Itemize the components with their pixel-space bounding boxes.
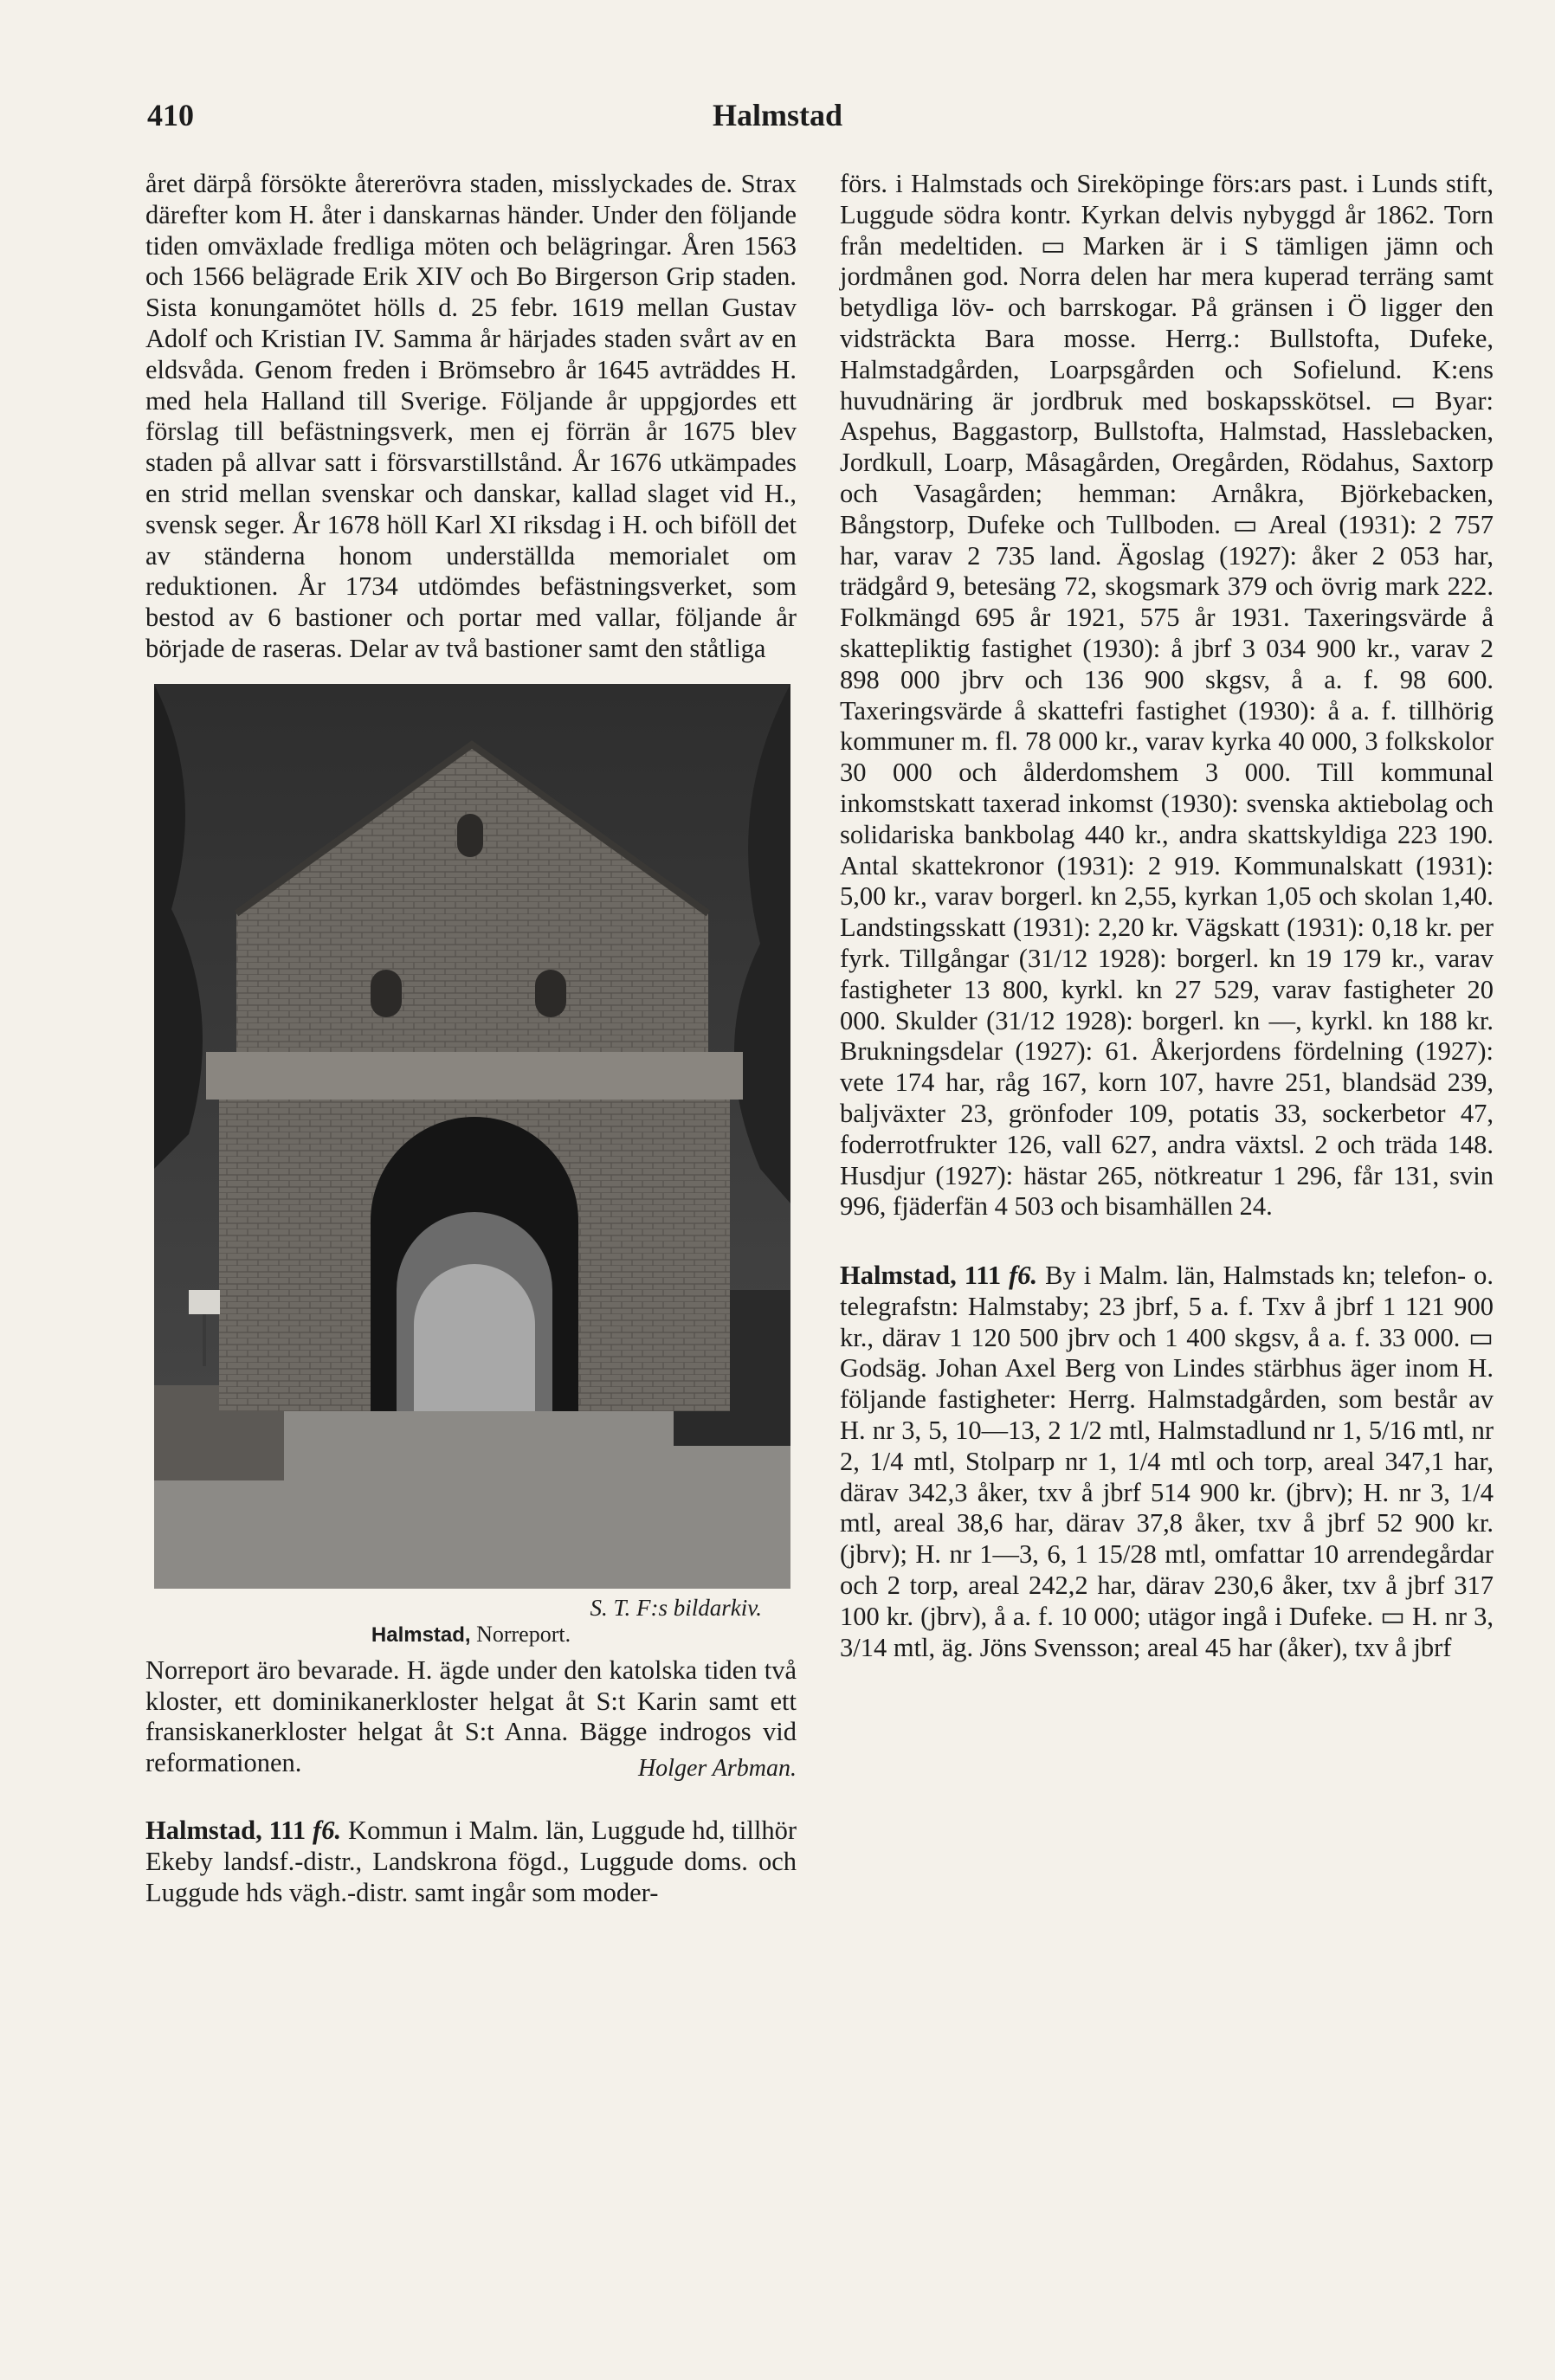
author-signature: Holger Arbman. — [637, 1755, 797, 1783]
entry-by-code: f6. — [1009, 1261, 1038, 1291]
norreport-paragraph — [145, 1654, 797, 1783]
running-head: Halmstad — [712, 98, 842, 132]
entry-kommun — [145, 1816, 797, 1908]
entry-kommun-head: Halmstad, 111 — [145, 1815, 313, 1845]
right-column — [840, 169, 1494, 1663]
kommun-statistics-paragraph: förs. i Halmstads och Sireköpinge förs:ars past. i Lunds stift, Luggude södra kontr. Kyrkan delvis nybyggd år 1862. Torn från medeltiden. ▭ Marken är i S tämligen jämn och jordmånen god. Norra delen har mera kuperad terräng samt betydliga löv- och barrskogar. På gränsen i Ö ligger den vidsträckta Bara mosse. Herrg.: Bullstofta, Dufeke, Halmstadgården, Loarpsgården och Sofielund. K:ens huvudnäring är jordbruk med boskapsskötsel. ▭ Byar: Aspehus, Baggastorp, Bullstofta, Halmstad, Hasslebacken, Jordkull, Loarp, Måsagården, Oregården, Rödahus, Saxtorp och Vasagården; hemman: Arnåkra, Björkebacken, Bångstorp, Dufeke och Tullboden. ▭ Areal (1931): 2 757 har, varav 2 735 land. Ägoslag (1927): åker 2 053 har, trädgård 9, betesäng 72, skogsmark 379 och övrig mark 222. Folkmängd 695 år 1921, 575 år 1931. Taxeringsvärde å skattepliktig fastighet (1930): å jbrf 3 034 900 kr., varav 2 898 000 jbrv och 136 900 skgsv, å a. f. 98 600. Taxeringsvärde å skattefri fastighet (1930): å a. f. tillhörig kommuner m. fl. 78 000 kr., varav kyrka 40 000, 3 folkskolor 30 000 och ålderdomshem 3 000. Till kommunal inkomstskatt taxerad inkomst (1930): svenska aktiebolag och solidariska bankbolag 440 kr., andra skattskyldiga 223 190. Antal skattekronor (1931): 2 919. Kommunalskatt (1931): 5,00 kr., varav borgerl. kn 2,55, kyrkan 1,05 och skolan 1,40. Landstingsskatt (1931): 2,20 kr. Vägskatt (1931): 0,18 kr. per fyrk. Tillgångar (31/12 1928): borgerl. kn 19 179 kr., varav fastigheter 13 800, kyrkl. kn 27 529, varav fastigheter 20 000. Skulder (31/12 1928): borgerl. kn —, kyrkl. kn 188 kr. Brukningsdelar (1927): 61. Åkerjordens fördelning (1927): vete 174 har, råg 167, korn 107, havre 251, blandsäd 239, baljväxter 23, grönfoder 109, potatis 33, sockerbetor 47, foderrotfrukter 126, vall 627, andra växtsl. 2 och träda 148. Husdjur (1927): hästar 265, nötkreatur 1 296, får 131, svin 996, fjäderfän 4 503 och bisamhällen 24. — [840, 169, 1494, 1222]
norreport-text: Norreport äro bevarade. H. ägde under den katolska tiden två kloster, ett dominikanerkloster helgat åt S:t Karin samt ett fransiskanerkloster helgat åt S:t Anna. Bägge indrogos vid reformationen. — [145, 1654, 797, 1778]
entry-kommun-text: Kommun i Malm. län, Luggude hd, tillhör Ekeby landsf.-distr., Landskrona fögd., Luggude doms. och Luggude hds vägh.-distr. samt ingår som moder- — [145, 1815, 797, 1907]
photo-caption — [145, 1622, 797, 1648]
entry-by-head: Halmstad, 111 — [840, 1261, 1010, 1291]
entry-by-text: By i Malm. län, Halmstads kn; telefon- o. telegrafstn: Halmstaby; 23 jbrf, 5 a. f. Txv å jbrf 1 121 900 kr., därav 1 120 500 jbrv och 1 400 skgsv, å a. f. 33 000. ▭ Godsäg. Johan Axel Berg von Lindes stärbhus äger inom H. följande fastigheter: Herrg. Halmstadgården, som består av H. nr 3, 5, 10—13, 2 1/2 mtl, Halmstadlund nr 1, 5/16 mtl, nr 2, 1/4 mtl, Stolparp nr 1, 1/4 mtl och torp, areal 347,1 har, därav 342,3 åker, txv å jbrf 514 900 kr. (jbrv); H. nr 3, 1/4 mtl, areal 38,6 har, därav 37,8 åker, txv å jbrf 52 900 kr. (jbrv); H. nr 1—3, 6, 1 15/28 mtl, omfattar 10 arrendegårdar och 2 torp, areal 242,2 har, därav 230,6 åker, txv å jbrf 317 100 kr. (jbrv), å a. f. 10 000; utägor ingå i Dufeke. ▭ H. nr 3, 3/14 mtl, äg. Jöns Svensson; areal 45 har (åker), txv å jbrf — [840, 1261, 1494, 1662]
caption-place: Halmstad, — [371, 1622, 471, 1647]
left-column — [145, 169, 797, 1908]
page-number: 410 — [147, 98, 194, 132]
photo-credit: S. T. F:s bildarkiv. — [590, 1594, 762, 1621]
norreport-photo — [154, 684, 790, 1589]
history-paragraph: året därpå försökte återerövra staden, misslyckades de. Strax därefter kom H. åter i danskarnas händer. Under den följande tiden omväxlade fredliga möten och belägringar. Åren 1563 och 1566 belägrade Erik XIV och Bo Birgerson Grip staden. Sista konungamötet hölls d. 25 febr. 1619 mellan Gustav Adolf och Kristian IV. Samma år härjades staden svårt av en eldsvåda. Genom freden i Brömsebro år 1645 avträddes H. med hela Halland till Sverige. Följande år uppgjordes ett förslag till befästningsverk, men ej förrän år 1675 blev staden på allvar satt i försvarstillstånd. År 1676 utkämpades en strid mellan svenskar och danskar, kallad slaget vid H., svensk seger. År 1678 höll Karl XI riksdag i H. och biföll det av ständerna honom underställda memorialet om reduktionen. År 1734 utdömdes befästningsverket, som bestod av 6 bastioner och portar med vallar, följande år började de raseras. Delar av två bastioner samt den ståtliga — [145, 169, 797, 663]
entry-kommun-code: f6. — [313, 1815, 342, 1845]
caption-subject: Norreport. — [470, 1621, 571, 1647]
entry-by — [840, 1261, 1494, 1663]
